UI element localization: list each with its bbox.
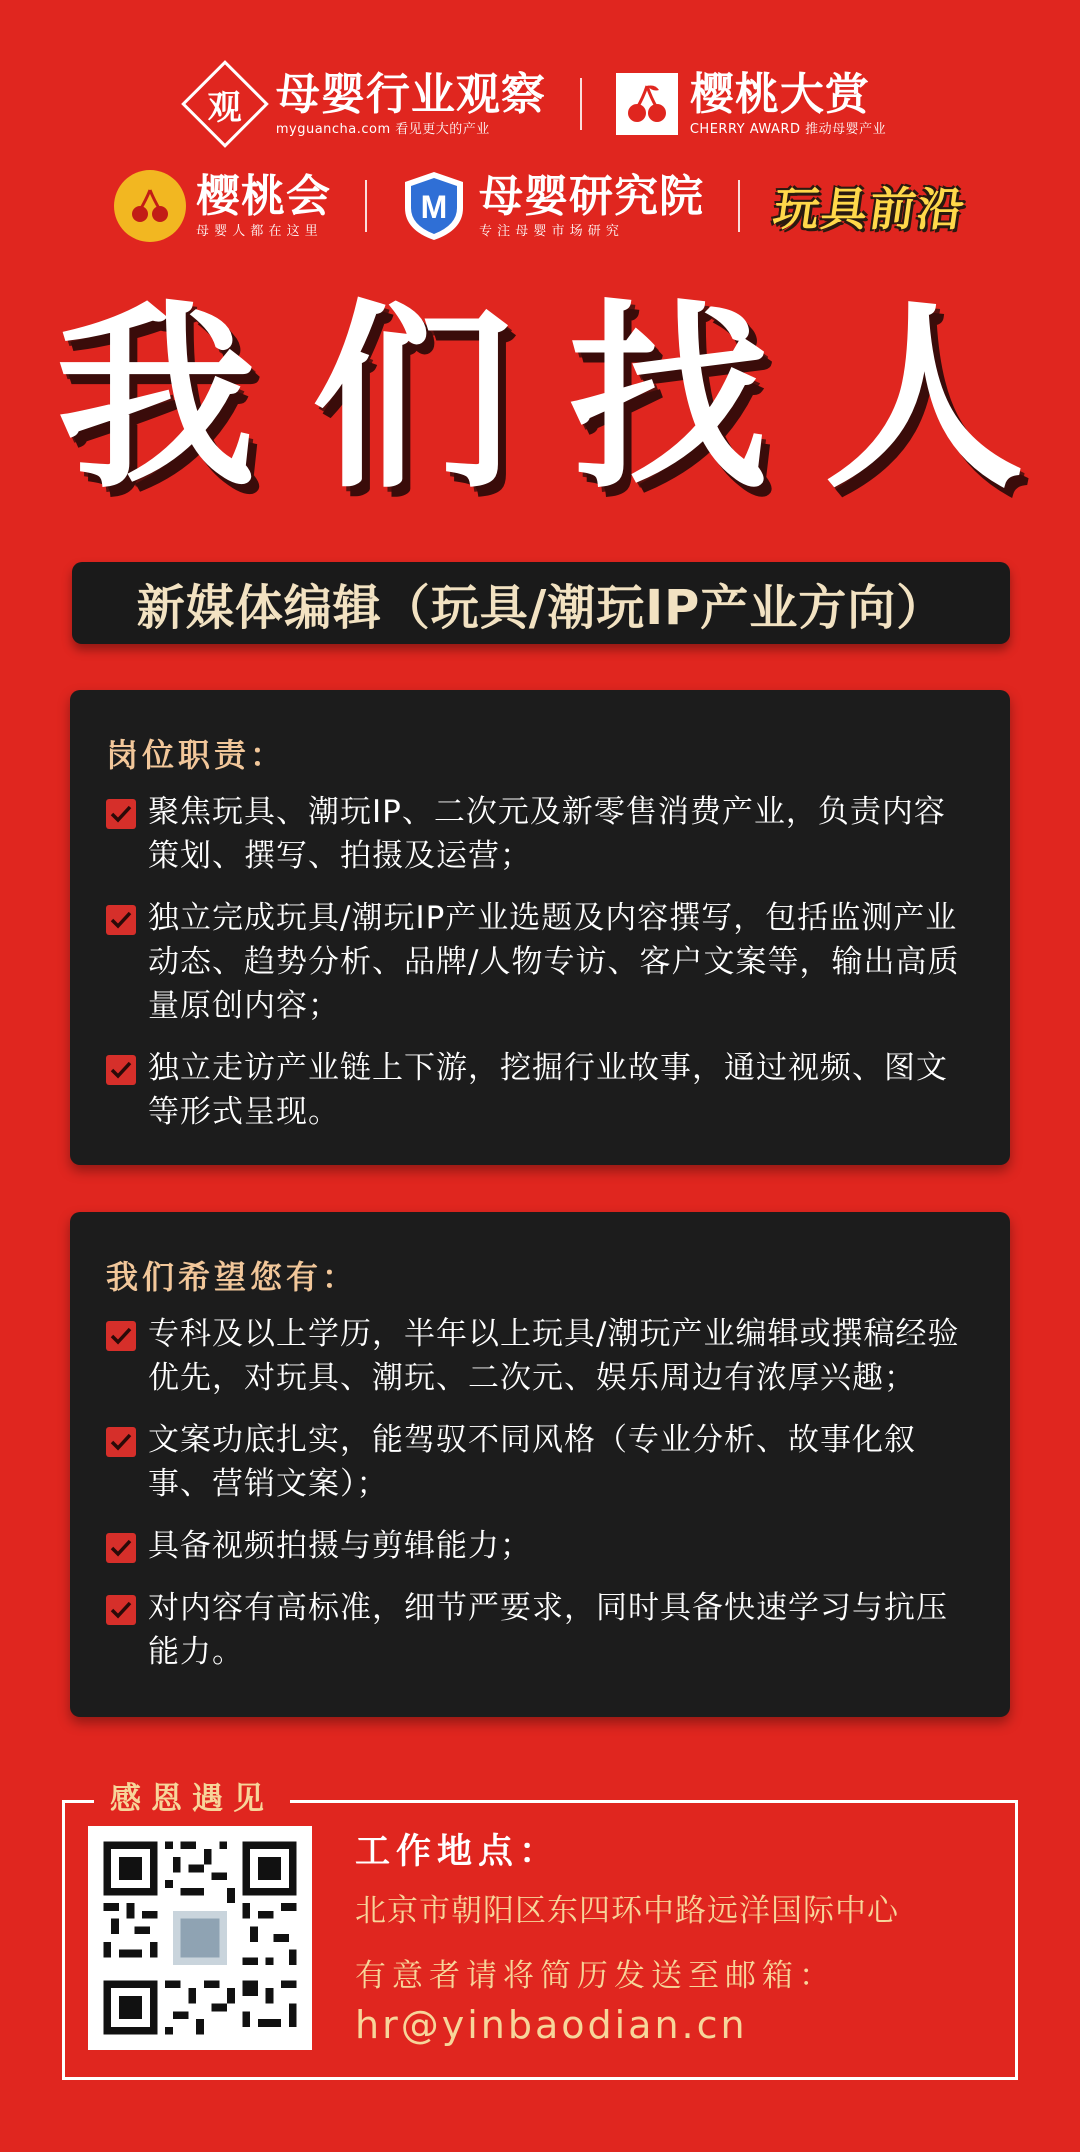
page-title: 我们找人 <box>56 283 1080 516</box>
yingtaohui-name: 樱桃会 <box>196 170 331 222</box>
list-item <box>106 1586 976 1674</box>
logo-divider <box>738 180 740 232</box>
cherry-award-sub: CHERRY AWARD 推动母婴产业 <box>689 121 887 137</box>
cherry-award-name: 樱桃大赏 <box>689 68 870 120</box>
email-prompt: 有意者请将简历发送至邮箱： <box>355 1958 836 1994</box>
requirements-card <box>70 1212 1010 1717</box>
requirements-title: 我们希望您有： <box>106 1258 359 1296</box>
duty-text: 聚焦玩具、潮玩IP、二次元及新零售消费产业，负责内容策划、撰写、拍摄及运营； <box>148 794 946 874</box>
list-item <box>106 1046 976 1134</box>
checkbox-icon <box>106 799 136 829</box>
logo-row-top <box>0 64 1080 144</box>
list-item <box>106 1312 976 1400</box>
yanjiuyuan-name: 母婴研究院 <box>479 170 704 222</box>
checkbox-icon <box>106 1055 136 1085</box>
checkbox-icon <box>106 1427 136 1457</box>
list-item <box>106 1524 976 1568</box>
duty-text: 独立完成玩具/潮玩IP产业选题及内容撰写，包括监测产业动态、趋势分析、品牌/人物专访、客户文案等，输出高质量原创内容； <box>148 900 960 1024</box>
guancha-logo <box>194 68 546 137</box>
duty-text: 独立走访产业链上下游，挖掘行业故事，通过视频、图文等形式呈现。 <box>148 1050 948 1130</box>
list-item <box>106 1418 976 1506</box>
thanks-label: 感恩遇见 <box>94 1776 290 1822</box>
requirement-text: 具备视频拍摄与剪辑能力； <box>148 1528 532 1564</box>
toy-frontier-logo: 玩具前沿 <box>769 182 970 236</box>
yingtaohui-logo <box>114 170 331 242</box>
requirement-text: 文案功底扎实，能驾驭不同风格（专业分析、故事化叙事、营销文案）； <box>148 1422 916 1502</box>
guancha-logo-name: 母婴行业观察 <box>275 68 546 120</box>
list-item <box>106 790 976 878</box>
yanjiuyuan-logo <box>401 170 704 242</box>
location-address: 北京市朝阳区东四环中路远洋国际中心 <box>355 1893 899 1929</box>
job-title-bar: 新媒体编辑（玩具/潮玩IP产业方向） <box>72 562 1010 644</box>
yingtaohui-sub: 母 婴 人 都 在 这 里 <box>196 223 319 239</box>
cherry-badge-icon <box>114 170 186 242</box>
checkbox-icon <box>106 1595 136 1625</box>
cherry-icon <box>616 73 678 135</box>
checkbox-icon <box>106 1533 136 1563</box>
guancha-logo-sub: myguancha.com 看见更大的产业 <box>275 121 490 137</box>
duties-card <box>70 690 1010 1165</box>
email-address[interactable]: hr@yinbaodian.cn <box>355 2003 748 2047</box>
logo-divider <box>580 78 582 130</box>
logo-divider <box>365 180 367 232</box>
requirement-text: 对内容有高标准，细节严要求，同时具备快速学习与抗压能力。 <box>148 1590 948 1670</box>
guancha-logo-icon: 观 <box>181 60 269 148</box>
checkbox-icon <box>106 905 136 935</box>
duties-title: 岗位职责： <box>106 736 287 774</box>
svg-text:M: M <box>420 189 448 225</box>
logo-row-bottom <box>0 162 1080 250</box>
list-item <box>106 896 976 1028</box>
yanjiuyuan-sub: 专 注 母 婴 市 场 研 究 <box>479 223 620 239</box>
location-title: 工作地点： <box>355 1832 561 1872</box>
checkbox-icon <box>106 1321 136 1351</box>
qr-code[interactable] <box>88 1826 312 2050</box>
shield-icon <box>401 170 467 242</box>
cherry-award-logo <box>616 68 887 137</box>
requirement-text: 专科及以上学历，半年以上玩具/潮玩产业编辑或撰稿经验优先，对玩具、潮玩、二次元、娱乐周边有浓厚兴趣； <box>148 1316 960 1396</box>
